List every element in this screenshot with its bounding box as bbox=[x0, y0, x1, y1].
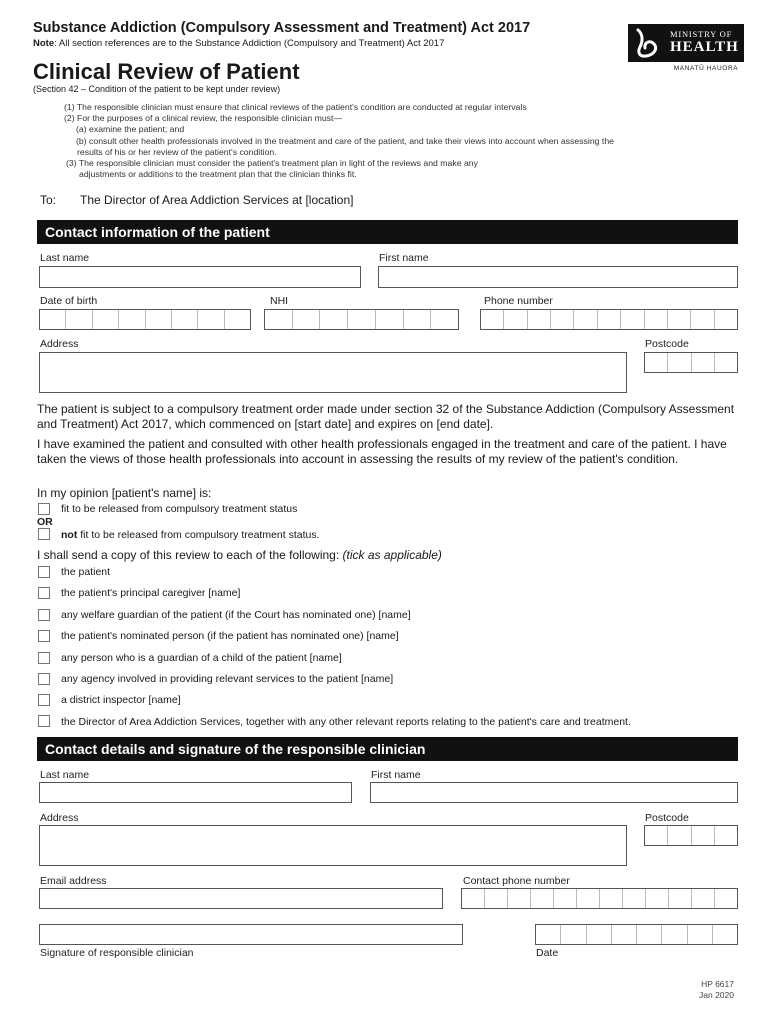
patient-phone-label: Phone number bbox=[484, 295, 553, 307]
signature-label: Signature of responsible clinician bbox=[40, 947, 194, 959]
patient-dob-field[interactable] bbox=[39, 309, 251, 330]
recipient-label: the patient bbox=[61, 566, 111, 578]
clinician-phone-label: Contact phone number bbox=[463, 875, 570, 887]
clause-2: (2) For the purposes of a clinical review, the responsible clinician must— bbox=[64, 113, 343, 123]
signature-date-field[interactable] bbox=[535, 924, 738, 945]
clinician-address-label: Address bbox=[40, 812, 79, 824]
recipient-label: any agency involved in providing relevant services to the patient [name] bbox=[61, 673, 394, 685]
not-fit-rest: fit to be released from compulsory treatment status. bbox=[77, 529, 320, 541]
koru-icon bbox=[632, 27, 666, 59]
recipient-label: the patient's nominated person (if the patient has nominated one) [name] bbox=[61, 630, 399, 642]
recipient-label: any welfare guardian of the patient (if the Court has nominated one) [name] bbox=[61, 609, 411, 621]
section-reference: (Section 42 – Condition of the patient to be kept under review) bbox=[33, 84, 281, 94]
patient-first-name-label: First name bbox=[379, 252, 429, 264]
clinician-postcode-field[interactable] bbox=[644, 825, 738, 846]
recipient-label: a district inspector [name] bbox=[61, 694, 181, 706]
send-copy-statement bbox=[37, 548, 737, 563]
form-title: Clinical Review of Patient bbox=[33, 59, 300, 84]
recipient-label: the patient's principal caregiver [name] bbox=[61, 587, 241, 599]
note-text: : All section references are to the Substance Addiction (Compulsory and Treatment) Act 2017 bbox=[54, 38, 445, 49]
clause-3: (3) The responsible clinician must consider the patient's treatment plan in light of the reviews and make any bbox=[66, 158, 478, 168]
patient-last-name-field[interactable] bbox=[39, 266, 361, 288]
date-label: Date bbox=[536, 947, 559, 959]
patient-nhi-field[interactable] bbox=[264, 309, 459, 330]
clinician-email-label: Email address bbox=[40, 875, 107, 887]
not-fit-option-label bbox=[61, 529, 320, 541]
clause-3-cont: adjustments or additions to the treatment plan that the clinician thinks fit. bbox=[79, 169, 357, 179]
logo-tagline: MANATŪ HAUORA bbox=[673, 65, 739, 72]
note-label: Note bbox=[33, 38, 55, 49]
form-code: HP 6617 bbox=[701, 979, 734, 989]
clinician-last-name-label: Last name bbox=[40, 769, 90, 781]
patient-nhi-label: NHI bbox=[270, 295, 289, 307]
clinician-first-name-field[interactable] bbox=[370, 782, 738, 803]
to-label: To: bbox=[40, 193, 57, 207]
recipient-checkbox-patient[interactable] bbox=[38, 566, 50, 578]
recipient-label: any person who is a guardian of a child of the patient [name] bbox=[61, 652, 342, 664]
fit-option-label: fit to be released from compulsory treatment status bbox=[61, 503, 298, 515]
patient-first-name-field[interactable] bbox=[378, 266, 738, 288]
patient-section-heading: Contact information of the patient bbox=[37, 220, 738, 244]
opinion-statement: In my opinion [patient's name] is: bbox=[37, 486, 212, 500]
clinician-first-name-label: First name bbox=[371, 769, 421, 781]
clause-1: (1) The responsible clinician must ensure that clinical reviews of the patient's condition are conducted at regular intervals bbox=[64, 102, 527, 112]
form-date: Jan 2020 bbox=[699, 990, 734, 1000]
logo-line1: MINISTRY OF bbox=[670, 29, 733, 39]
clinician-address-field[interactable] bbox=[39, 825, 627, 866]
clinician-last-name-field[interactable] bbox=[39, 782, 352, 803]
recipient-checkbox-child-guardian[interactable] bbox=[38, 652, 50, 664]
signature-field[interactable] bbox=[39, 924, 463, 945]
recipient-checkbox-agency[interactable] bbox=[38, 673, 50, 685]
recipient-checkbox-district-inspector[interactable] bbox=[38, 694, 50, 706]
or-separator: OR bbox=[37, 516, 53, 528]
clause-2b-cont: results of his or her review of the patient's condition. bbox=[77, 147, 277, 157]
recipient-label: the Director of Area Addiction Services, together with any other relevant reports relating to the patient's care and treatment. bbox=[61, 716, 631, 728]
patient-phone-field[interactable] bbox=[480, 309, 738, 330]
logo-line2: HEALTH bbox=[670, 39, 739, 55]
patient-postcode-label: Postcode bbox=[645, 338, 689, 350]
ministry-logo bbox=[628, 24, 744, 62]
patient-dob-label: Date of birth bbox=[40, 295, 98, 307]
recipient-checkbox-director[interactable] bbox=[38, 715, 50, 727]
clinician-section-heading: Contact details and signature of the responsible clinician bbox=[37, 737, 738, 761]
act-title: Substance Addiction (Compulsory Assessment and Treatment) Act 2017 bbox=[33, 20, 531, 36]
patient-address-field[interactable] bbox=[39, 352, 627, 393]
not-word: not bbox=[61, 529, 78, 541]
patient-address-label: Address bbox=[40, 338, 79, 350]
clinician-postcode-label: Postcode bbox=[645, 812, 689, 824]
clause-2b: (b) consult other health professionals involved in the treatment and care of the patient, and take their views into account when assessing the bbox=[76, 136, 614, 146]
act-note bbox=[33, 38, 444, 49]
to-recipient: The Director of Area Addiction Services at [location] bbox=[80, 193, 354, 207]
fit-checkbox[interactable] bbox=[38, 503, 50, 515]
clinician-phone-field[interactable] bbox=[461, 888, 738, 909]
patient-last-name-label: Last name bbox=[40, 252, 90, 264]
patient-postcode-field[interactable] bbox=[644, 352, 738, 373]
send-copy-text: I shall send a copy of this review to each of the following: bbox=[37, 548, 343, 562]
clinician-email-field[interactable] bbox=[39, 888, 443, 909]
order-statement: The patient is subject to a compulsory treatment order made under section 32 of the Substance Addiction (Compulsory Assessment and Treatment) Act 2017, which commenced on [start date] and expires on [end date]. bbox=[37, 402, 735, 431]
recipient-checkbox-caregiver[interactable] bbox=[38, 587, 50, 599]
examined-statement: I have examined the patient and consulted with other health professionals engaged in the treatment and care of the patient. I have taken the views of those health professionals into account in assessing the results of my review of the patient's condition. bbox=[37, 437, 727, 466]
tick-instruction: (tick as applicable) bbox=[342, 548, 442, 562]
recipient-checkbox-nominated-person[interactable] bbox=[38, 630, 50, 642]
recipient-checkbox-welfare-guardian[interactable] bbox=[38, 609, 50, 621]
clause-2a: (a) examine the patient; and bbox=[76, 124, 185, 134]
not-fit-checkbox[interactable] bbox=[38, 528, 50, 540]
